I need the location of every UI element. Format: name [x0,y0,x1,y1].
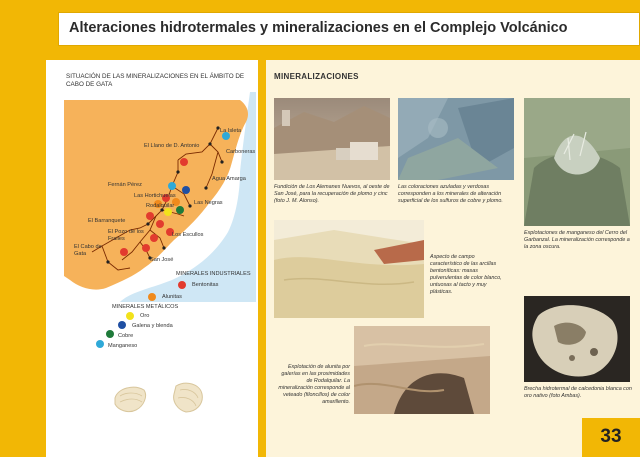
caption-manganeso: Explotaciones de manganeso del Cerro del Garbanzal. La mineralización corresponde a la zona oscura. [524,230,630,250]
legend-dot-oro [126,312,134,320]
place-label: Carboneras [226,149,256,155]
place-label: Las Negras [194,200,223,206]
legend-dot-manganeso [96,340,104,348]
fossil-shell-illustration [112,384,148,414]
legend-industrial-heading: MINERALES INDUSTRIALES [176,271,251,277]
caption-fundicion: Fundición de Los Alemanes Nuevos, al oeste de San José, para la recuperación de plomo y cinc (foto J. M. Alonso). [274,184,390,204]
photo-coloraciones [398,98,514,180]
header-bar [0,0,640,60]
photo-alunita [354,326,490,414]
photo-arcillas [274,220,424,318]
place-label: Fernán Pérez [108,182,142,188]
left-gutter [0,60,46,457]
photo-manganeso [524,98,630,226]
page-number-box [582,418,640,457]
photo-brecha [524,296,630,382]
section-title: MINERALIZACIONES [274,72,359,81]
caption-arcillas: Aspecto de campo característico de las arcillas bentoníticas: masas pulverulentas de color blanco, untuosas al tacto y muy plásticas. [430,254,502,295]
legend-label: Oro [140,313,150,319]
place-label: El Cabo de Gata [74,244,102,257]
place-label: El Pozo de los Frailes [108,229,144,242]
place-label: La Isleta [220,128,242,134]
legend-dot-alunitas [148,293,156,301]
caption-alunita: Explotación de alunita por galerías en las proximidades de Rodalquilar. La mineralización corresponde al veteado (filoncillos) de color amarillento. [278,364,350,405]
legend-dot-bentonitas [178,281,186,289]
legend-dot-galena [118,321,126,329]
place-label: San José [150,257,174,263]
page-title: Alteraciones hidrotermales y mineralizaciones en el Complejo Volcánico [69,20,568,36]
map-caption: SITUACIÓN DE LAS MINERALIZACIONES EN EL ÁMBITO DE CABO DE GATA [66,73,245,88]
place-label: El Barranquete [88,218,126,224]
photo-fundicion [274,98,390,180]
legend-label: Alunitas [162,294,182,300]
caption-brecha: Brecha hidrotermal de calcedonia blanca con oro nativo (foto Ambas). [524,386,632,399]
legend-label: Cobre [118,333,134,339]
column-divider [258,60,266,457]
legend-label: Galena y blenda [132,323,173,329]
place-label: Las Hortichuelas [134,193,176,199]
title-box [58,12,640,46]
fossil-shell-illustration [170,380,206,414]
legend-metallic-heading: MINERALES METÁLICOS [112,304,179,310]
legend-label: Manganeso [108,343,138,349]
caption-coloraciones: Las coloraciones azuladas y verdosas corresponden a los minerales de alteración superficial de los sulfuros de cobre y plomo. [398,184,503,204]
page-number: 33 [600,426,622,447]
place-label: Agua Amarga [212,176,246,182]
place-label: Los Escullos [172,232,204,238]
place-label: Rodalquilar [146,203,175,209]
legend-label: Bentonitas [192,282,219,288]
place-label: El Llano de D. Antonio [144,143,200,149]
legend-dot-cobre [106,330,114,338]
